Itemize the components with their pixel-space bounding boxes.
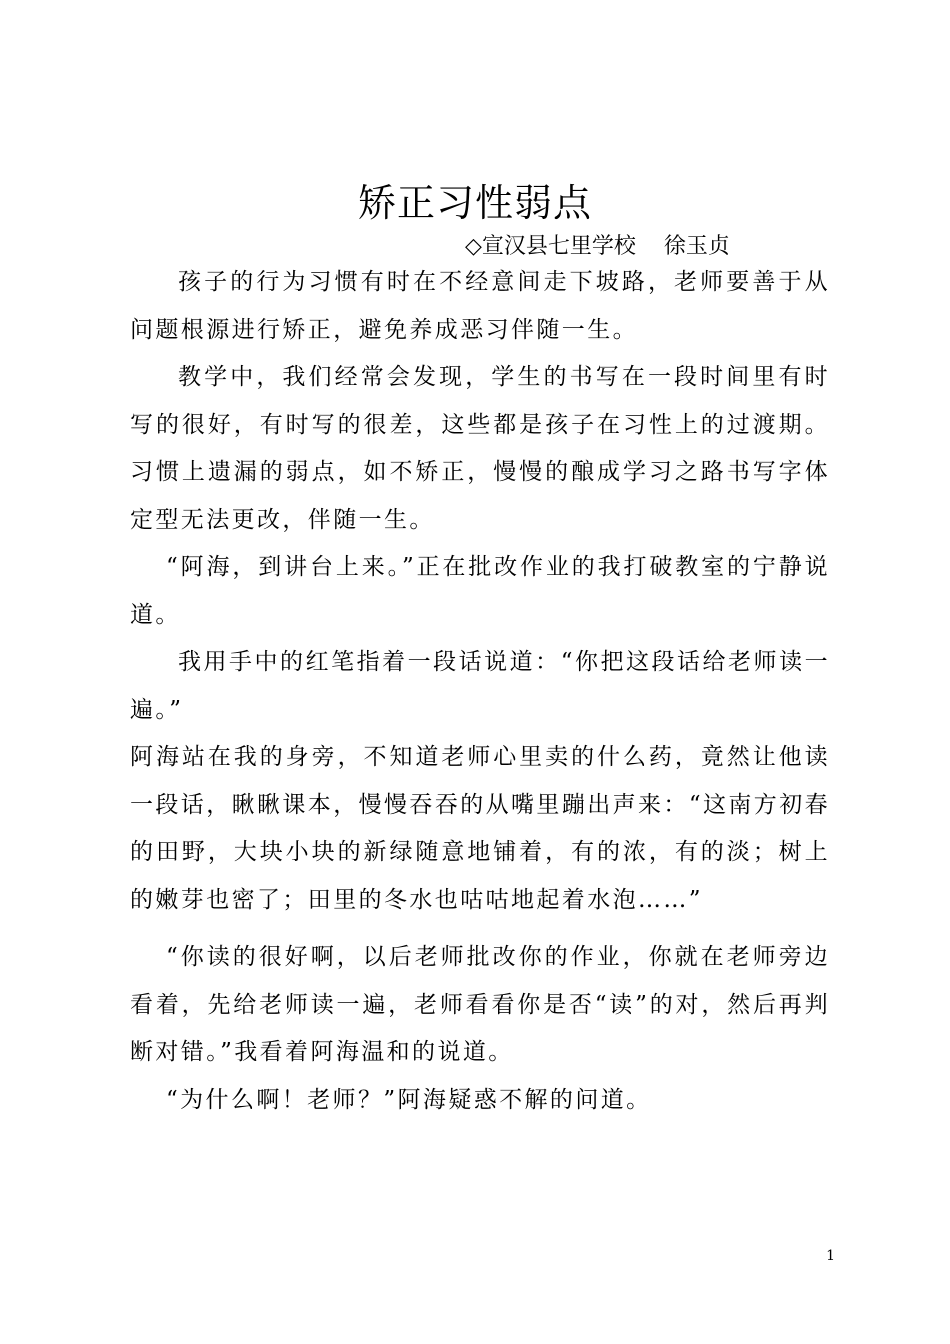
paragraph-4: 我用手中的红笔指着一段话说道：“你把这段话给老师读一遍。” [130, 649, 830, 723]
paragraph-1: 孩子的行为习惯有时在不经意间走下坡路，老师要善于从问题根源进行矫正，避免养成恶习伴随一生。 [130, 269, 830, 343]
paragraph-5: 阿海站在我的身旁，不知道老师心里卖的什么药，竟然让他读一段话，瞅瞅课本，慢慢吞吞的从嘴里蹦出声来：“这南方初春的田野，大块小块的新绿随意地铺着，有的浓，有的淡；树上的嫩芽也密了；田里的冬水也咕咕地起着水泡……” [130, 744, 830, 913]
article-body [130, 259, 830, 1124]
paragraph-3: “阿海，到讲台上来。”正在批改作业的我打破教室的宁静说道。 [130, 554, 830, 628]
paragraph-7: “为什么啊！老师？”阿海疑惑不解的问道。 [166, 1086, 652, 1113]
paragraph-2: 教学中，我们经常会发现，学生的书写在一段时间里有时写的很好，有时写的很差，这些都是孩子在习性上的过渡期。习惯上遗漏的弱点，如不矫正，慢慢的酿成学习之路书写字体定型无法更改，伴随一生。 [130, 364, 830, 533]
paragraph-6: “你读的很好啊，以后老师批改你的作业，你就在老师旁边看着，先给老师读一遍，老师看看你是否“读”的对，然后再判断对错。”我看着阿海温和的说道。 [130, 944, 830, 1065]
page-number: 1 [826, 1248, 835, 1264]
document-title: 矫正习性弱点 [357, 181, 592, 225]
author-byline: ◇宣汉县七里学校 徐玉贞 [465, 234, 730, 259]
